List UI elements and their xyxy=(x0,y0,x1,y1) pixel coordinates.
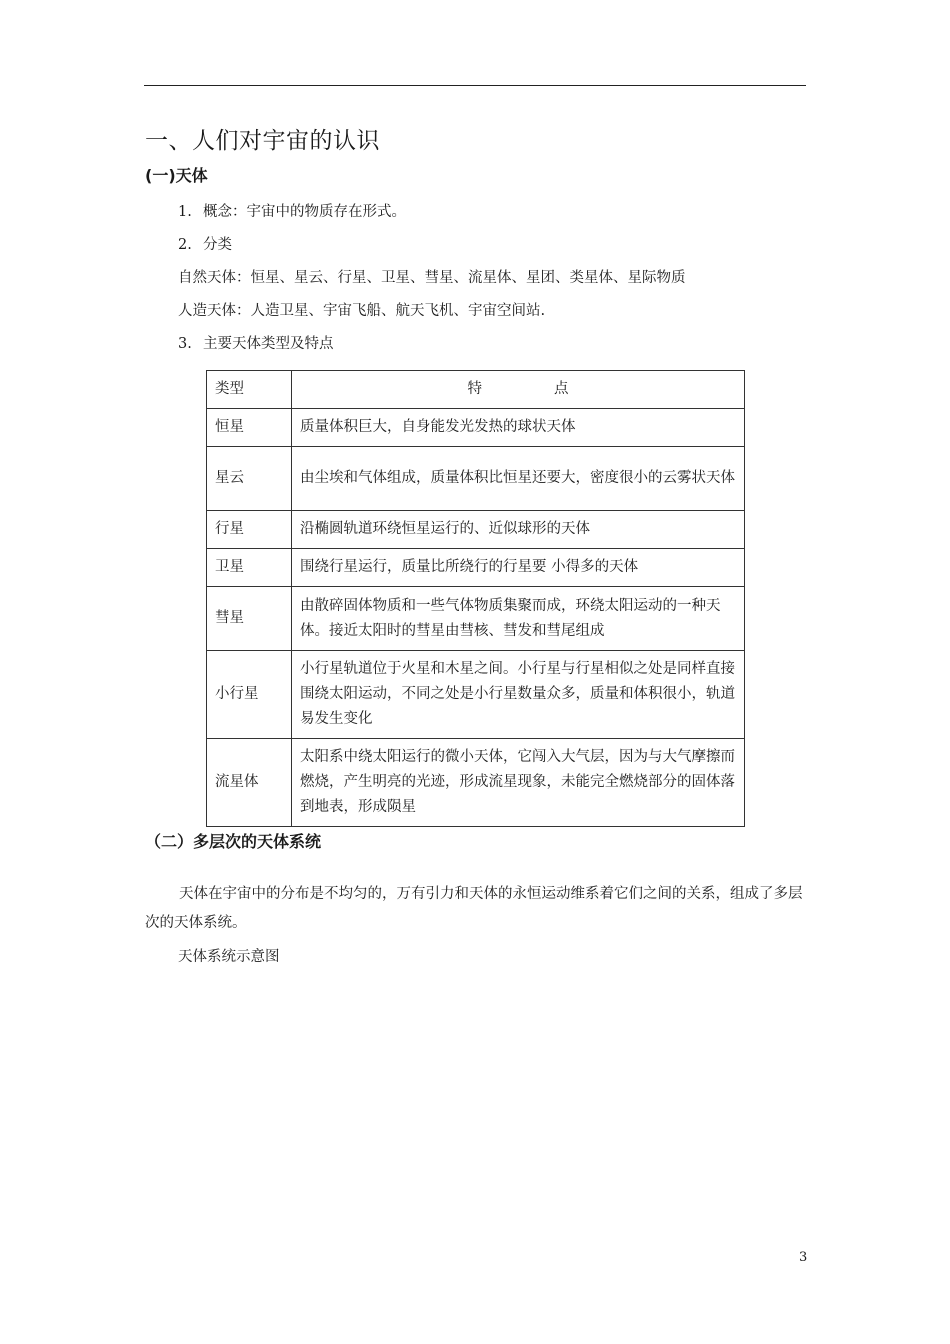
page-number: 3 xyxy=(799,1250,808,1265)
systems-paragraph: 天体在宇宙中的分布是不均匀的，万有引力和天体的永恒运动维系着它们之间的关系，组成了多层次的天体系统。 xyxy=(145,886,803,931)
table-row xyxy=(207,409,745,447)
header-feature-b: 点 xyxy=(554,381,569,397)
table-row xyxy=(207,651,745,739)
row-desc: 太阳系中绕太阳运行的微小天体，它闯入大气层，因为与大气摩擦而燃烧，产生明亮的光迹，形成流星现象，未能完全燃烧部分的固体落到地表，形成陨星 xyxy=(292,739,745,827)
row-desc: 由尘埃和气体组成，质量体积比恒星还要大，密度很小的云雾状天体 xyxy=(292,447,745,511)
header-feature xyxy=(292,371,745,409)
section-heading-celestial-bodies: (一)天体 xyxy=(145,166,208,185)
list-item-classification xyxy=(178,233,232,254)
row-type: 流星体 xyxy=(207,739,292,827)
row-desc: 质量体积巨大，自身能发光发热的球状天体 xyxy=(292,409,745,447)
list-text: 主要天体类型及特点 xyxy=(203,336,334,352)
natural-bodies-line: 自然天体：恒星、星云、行星、卫星、彗星、流星体、星团、类星体、星际物质 xyxy=(178,270,686,286)
celestial-types-table xyxy=(206,370,745,827)
row-type: 行星 xyxy=(207,511,292,549)
row-type: 小行星 xyxy=(207,651,292,739)
table-row xyxy=(207,447,745,511)
header-rule xyxy=(144,85,806,86)
list-item-concept xyxy=(178,200,406,221)
table-row xyxy=(207,587,745,651)
list-number: 1. xyxy=(178,204,192,220)
section-heading-systems: （二）多层次的天体系统 xyxy=(145,832,322,851)
list-item-types xyxy=(178,332,334,353)
row-type: 星云 xyxy=(207,447,292,511)
list-number: 2. xyxy=(178,237,192,253)
row-type: 恒星 xyxy=(207,409,292,447)
page-title: 一、人们对宇宙的认识 xyxy=(145,128,380,154)
row-desc: 围绕行星运行，质量比所绕行的行星要 小得多的天体 xyxy=(292,549,745,587)
table-row xyxy=(207,511,745,549)
row-desc: 沿椭圆轨道环绕恒星运行的、近似球形的天体 xyxy=(292,511,745,549)
row-type: 彗星 xyxy=(207,587,292,651)
list-text: 概念：宇宙中的物质存在形式。 xyxy=(203,204,406,220)
row-desc: 由散碎固体物质和一些气体物质集聚而成，环绕太阳运动的一种天体。接近太阳时的彗星由彗核、彗发和彗尾组成 xyxy=(292,587,745,651)
header-type: 类型 xyxy=(207,371,292,409)
row-type: 卫星 xyxy=(207,549,292,587)
table-header-row xyxy=(207,371,745,409)
row-desc: 小行星轨道位于火星和木星之间。小行星与行星相似之处是同样直接围绕太阳运动，不同之处是小行星数量众多，质量和体积很小，轨道易发生变化 xyxy=(292,651,745,739)
table-row xyxy=(207,549,745,587)
list-text: 分类 xyxy=(203,237,232,253)
header-feature-a: 特 xyxy=(467,381,482,397)
list-number: 3. xyxy=(178,336,192,352)
diagram-caption: 天体系统示意图 xyxy=(178,949,280,965)
table-row xyxy=(207,739,745,827)
artificial-bodies-line: 人造天体：人造卫星、宇宙飞船、航天飞机、宇宙空间站. xyxy=(178,303,546,319)
